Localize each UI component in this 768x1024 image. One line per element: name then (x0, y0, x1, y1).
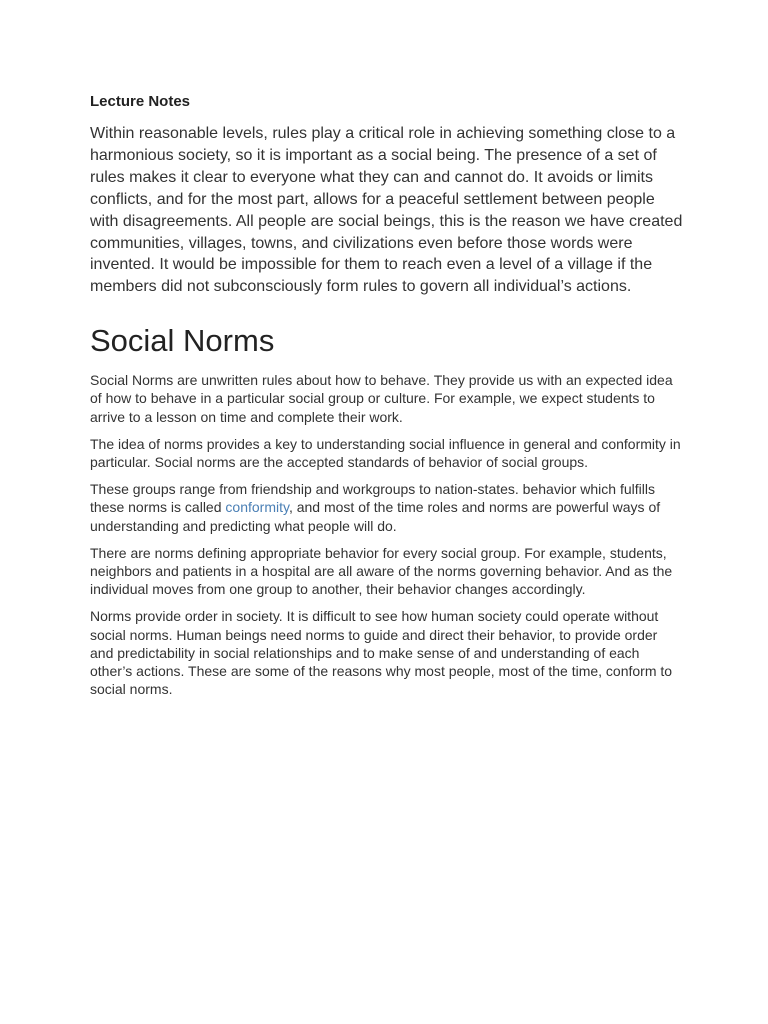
paragraph-3-text-before: These groups range from friendship and workgroups to nation-states. behavior which fulfills these norms is called (90, 481, 655, 516)
conformity-link[interactable]: conformity (225, 499, 289, 516)
paragraph-5: Norms provide order in society. It is difficult to see how human society could operate without social norms. Human beings need norms to guide and direct their behavior, to provide order and predictability in social relationships and to make sense of and understanding of each other’s actions. These are some of the reasons why most people, most of the time, conform to social norms. (90, 608, 673, 698)
paragraph-3-text-after: , and most of the time roles and norms are powerful ways of understanding and predicting what people will do. (90, 499, 661, 534)
section-title: Social Norms (90, 323, 275, 359)
paragraph-4: There are norms defining appropriate behavior for every social group. For example, students, neighbors and patients in a hospital are all aware of the norms governing behavior. And as the individual moves from one group to another, their behavior changes accordingly. (90, 544, 673, 598)
intro-paragraph: Within reasonable levels, rules play a critical role in achieving something close to a harmonious society, so it is important as a social being. The presence of a set of rules makes it clear to everyone what they can and cannot do. It avoids or limits conflicts, and for the most part, allows for a peaceful settlement between people with disagreements. All people are social beings, this is the reason we have created communities, villages, towns, and civilizations even before those words were invented. It would be impossible for them to reach even a level of a village if the members did not subconsciously form rules to govern all individual’s actions. (90, 125, 683, 296)
lecture-notes-heading: Lecture Notes (90, 93, 191, 110)
document-page (90, 92, 684, 699)
paragraph-1: Social Norms are unwritten rules about how to behave. They provide us with an expected idea of how to behave in a particular social group or culture. For example, we expect students to arrive to a lesson on time and complete their work. (90, 372, 673, 425)
paragraph-2: The idea of norms provides a key to understanding social influence in general and conformity in particular. Social norms are the accepted standards of behavior of social groups. (90, 435, 681, 471)
paragraph-3 (90, 480, 684, 535)
